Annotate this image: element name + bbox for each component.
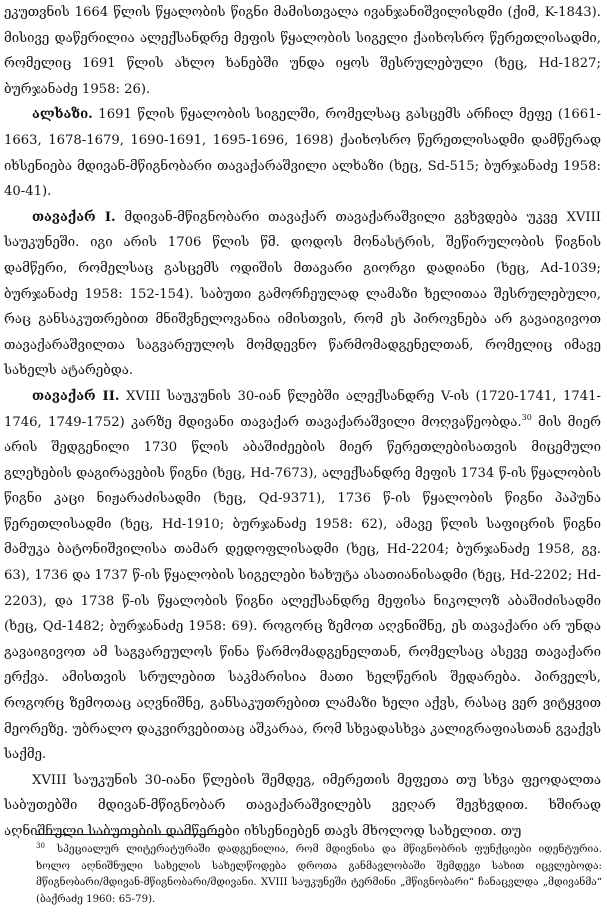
paragraph-tavakar-1 [4, 205, 601, 384]
footnote-separator [36, 834, 224, 835]
paragraph-text: XVIII საუკუნის 30-იანი წლების შემდეგ, იმერეთის მეფეთა თუ სხვა ფეოდალთა საბუთებში მდივან-მწიგნობარ თავაქარაშვილებს ვეღარ შევხვდით. ხშირად აღნიშნული საბუთების დამწერები იხსენიებენ თავს მხოლოდ სახელით. თუ [4, 772, 601, 839]
entry-heading: ალხაზი. [32, 107, 93, 123]
paragraph-text: 1691 წლის წყალობის სიგელში, რომელსაც გასცემს არჩილ მეფე (1661-1663, 1678-1679, 1690-1691, 1695-1696, 1698) ქაიხოსრო წერეთლისადმი დამწერად იხსენიება მდივან-მწიგნობარი თავაქარაშვილი ალხაზი (ხეც, Sd-515; ბურჯანაძე 1958: 40-41). [4, 107, 601, 200]
footnote-number: 30 [36, 842, 45, 850]
main-text [4, 0, 601, 845]
footnote-reference[interactable]: 30 [521, 412, 532, 422]
footnote [36, 842, 602, 908]
paragraph-text: ეკუთვნის 1664 წლის წყალობის წიგნი მამისთვალა ივანჯანიშვილისდმი (ქიმ, K-1843). მისივე დაწერილია ალექსანდრე მეფის წყალობის სიგელი ქაიხოსრო წერეთლისადმი, რომელიც 1691 წლის ახლო ხანებში უნდა იყოს შესრულებული (ხეც, Hd-1827; ბურჯანაძე 1958: 26). [4, 5, 601, 97]
paragraph-text: მდივან-მწიგნობარი თავაქარ თავაქარაშვილი გვხვდება უკვე XVIII საუკუნეში. იგი არის 1706 წლის წმ. დოდოს მონასტრის, შეწირულობის წიგნის დამწერი, რომელსაც გასცემს ოდიშის მთავარი გიორგი დადიანი (ხეც, Ad-1039; ბურჯანაძე 1958: 152-154). საბუთი გამორჩეულად ლამაზი ხელითაა შესრულებული, რაც განსაკუთრებით მნიშვნელოვანია იმისთვის, რომ ეს პიროვნება არ გავაიგივოთ თავაქარაშვილთა საგვარეულოს მომდევნო წარმომადგენელთან, რომელიც იმავე სახელს ატარებდა. [4, 209, 601, 379]
paragraph-text: მის მიერ არის შედგენილი 1730 წლის აბაშიძეების მიერ წერეთლებისათვის მიცემული გლეხების დაგირავების წიგნი (ხეც, Hd-7673), ალექსანდრე მეფის 1734 წ-ის წყალობის წიგნი კაცი ნიჟარაძისადმი (ხეც, Qd-9371), 1736 წ-ის წყალობის წიგნი პაპუნა წერეთლისადმი (ხეც, Hd-1910; ბურჯანაძე 1958: 62), ამავე წლის საფიცრის წიგნი მამუკა ბატონიშვილისა თამარ დედოფლისადმი (ხეც, Hd-2204; ბურჯანაძე 1958, გვ. 63), 1736 და 1737 წ-ის წყალობის სიგელები ხახუტა ასათიანისადმი (ხეც, Hd-2202; Hd-2203), და 1738 წ-ის წყალობის წიგნი ალექსანდრე მეფისა ნიკოლოზ აბაშიძისადმი (ხეც, Qd-1482; ბურჯანაძე 1958: 69). როგორც ზემოთ აღვნიშნე, ეს თავაქარი არ უნდა გავაიგივოთ ამ საგვარეულოს წინა წარმომადგენელთან, რომელსაც ასევე თავაქარი ერქვა. ამისთვის სრულებით საკმარისია მათი ხელწერის შედარება. პირველს, როგორც ზემოთაც აღვნიშნე, განსაკუთრებით ლამაზი ხელი აქვს, რასაც ვერ ვიტყვით მეორეზე. უბრალო დაკვირვებითაც აშკარაა, რომ სხვადასხვა კალიგრაფიასთან გვაქვს საქმე. [4, 414, 601, 763]
entry-heading: თავაქარ II. [32, 388, 120, 404]
paragraph-alkhazi [4, 102, 601, 204]
paragraph-tavakar-2 [4, 384, 601, 768]
entry-heading: თავაქარ I. [32, 209, 116, 225]
paragraph-text: XVIII საუკუნის 30-იან წლებში ალექსანდრე V-ის (1720-1741, 1741-1746, 1749-1752) კარზე მდივანი თავაქარ თავაქარაშვილი მოღვაწეობდა. [4, 388, 601, 430]
footnote-text: სპეციალურ ლიტერატურაში დადგენილია, რომ მდივნისა და მწიგნობრის ფუნქციები იდენტურია. ხოლო აღნიშნული სახელის სახელწოდება დროთა განმავლობაში შემდეგი სახით იცვლებოდა: მწიგნობარი/მდივან-მწიგნობარი/მდივანი. XVIII საუკუნეში ტერმინი „მწიგნობარი“ ჩანაცვლდა „მდივანმა“ (ბაქრაძე 1960: 65-79). [36, 844, 602, 905]
paragraph-continuation [4, 0, 601, 102]
